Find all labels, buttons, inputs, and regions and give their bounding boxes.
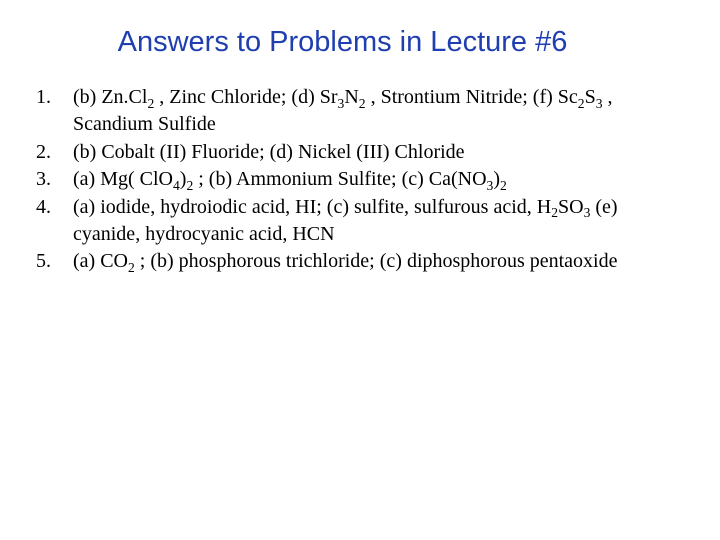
answer-text-run: (a) Mg( ClO — [73, 168, 173, 191]
answer-number: 3. — [36, 168, 51, 191]
subscript: 2 — [186, 177, 194, 193]
subscript: 3 — [583, 205, 591, 221]
answer-text-run: SO — [558, 195, 584, 218]
subscript: 2 — [147, 95, 155, 111]
answer-item — [36, 166, 676, 193]
answer-text-run: (a) iodide, hydroiodic acid, HI; (c) sulfite, sulfurous acid, H — [73, 195, 552, 218]
subscript: 3 — [486, 177, 494, 193]
answer-item — [36, 84, 676, 139]
answer-text-run: , Scandium Sulfide — [73, 86, 613, 136]
answers-list — [36, 84, 676, 276]
answer-number: 1. — [36, 86, 51, 108]
answer-text-run: (b) Zn.Cl — [73, 86, 148, 108]
slide-title: Answers to Problems in Lecture #6 — [117, 26, 568, 58]
answer-item — [36, 194, 676, 249]
answer-number: 2. — [36, 140, 51, 163]
subscript: 3 — [595, 95, 603, 111]
answer-text-run: (a) CO — [73, 250, 128, 273]
answer-text — [73, 196, 618, 245]
answer-item — [36, 139, 676, 166]
answer-text-run: S — [584, 86, 596, 108]
subscript: 2 — [358, 95, 366, 111]
subscript: 2 — [127, 260, 135, 276]
answer-text — [73, 168, 507, 193]
answer-item — [36, 248, 676, 275]
answer-text-run: ; (b) phosphorous trichloride; (c) diphosphorous pentaoxide — [134, 250, 618, 273]
answer-text-run: ; (b) Ammonium Sulfite; (c) Ca(NO — [193, 168, 487, 191]
subscript: 2 — [577, 95, 585, 111]
answer-text — [73, 86, 613, 135]
answer-text-run: (b) Cobalt (II) Fluoride; (d) Nickel (III) Chloride — [73, 140, 465, 163]
subscript: 2 — [500, 177, 507, 193]
subscript: 4 — [172, 177, 180, 193]
answer-text-run: ) — [179, 168, 187, 191]
subscript: 3 — [337, 95, 345, 111]
answer-number: 4. — [36, 195, 51, 218]
subscript: 2 — [551, 205, 558, 221]
answer-text-run: , Strontium Nitride; (f) Sc — [365, 86, 578, 108]
answer-text-run: N — [344, 86, 359, 108]
answer-text-run: (e) cyanide, hydrocyanic acid, HCN — [73, 195, 618, 246]
answer-number: 5. — [36, 250, 51, 273]
answer-text — [73, 141, 465, 163]
answer-text-run: ) — [493, 168, 501, 191]
answer-text — [73, 250, 618, 276]
answer-text-run: , Zinc Chloride; (d) Sr — [154, 86, 338, 108]
